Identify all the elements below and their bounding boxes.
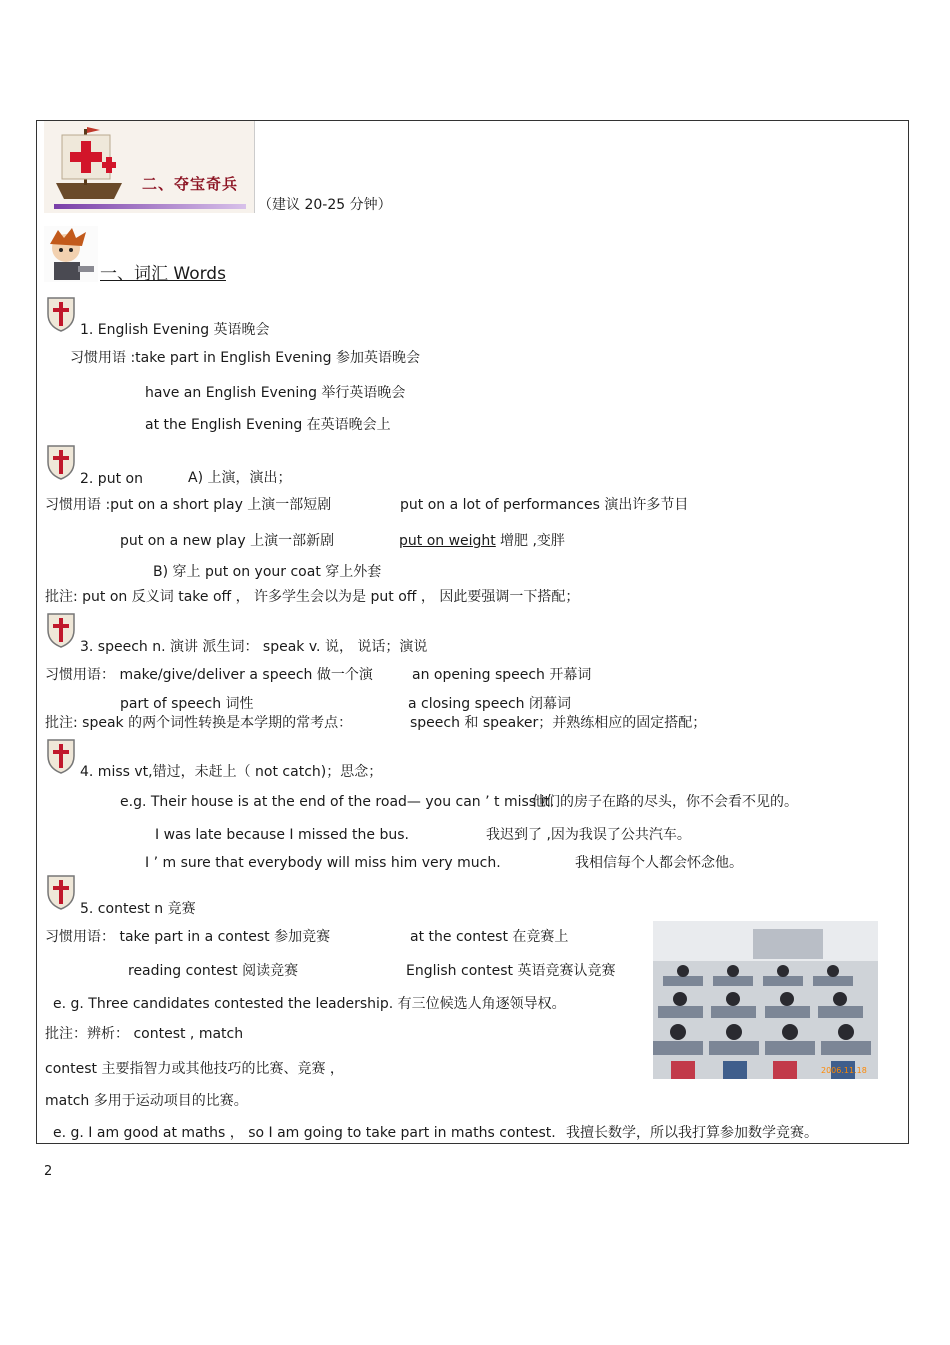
item5-line1-a: 习惯用语： take part in a contest 参加竞赛 [45,929,331,945]
item4-example1-en: e.g. Their house is at the end of the road— you can ’ t miss it. [120,794,555,810]
item2-note: 批注: put on 反义词 take off ， 许多学生会以为是 put off ， 因此要强调一下搭配； [45,589,580,605]
item5-head: 5. contest n 竞赛 [80,901,196,917]
item4-example3-zh: 我相信每个人都会怀念他。 [575,855,743,871]
shield-icon [46,874,76,910]
shield-icon [46,612,76,648]
item3-line1-a: 习惯用语： make/give/deliver a speech 做一个演 [45,667,373,683]
item4-example1-zh: 他们的房子在路的尽头，你不会看不见的。 [532,794,798,810]
time-suggestion: （建议 20-25 分钟） [258,197,392,213]
item5-note: 批注：辨析： contest , match [45,1026,244,1042]
shield-icon [46,444,76,480]
item2-line1-b: put on a lot of performances 演出许多节目 [400,497,689,513]
item5-line2-a: reading contest 阅读竞赛 [128,963,299,979]
item5-note-line1: contest 主要指智力或其他技巧的比赛、竞赛 ， [45,1061,344,1077]
item1-line2: have an English Evening 举行英语晚会 [145,385,406,401]
item1-line3: at the English Evening 在英语晚会上 [145,417,391,433]
item5-line2-b: English contest 英语竞赛认竞赛 [406,963,616,979]
banner-underline [54,204,246,209]
page-number: 2 [44,1164,53,1179]
item3-note-a: 批注: speak 的两个词性转换是本学期的常考点： [45,715,353,731]
item1-line1: 习惯用语 :take part in English Evening 参加英语晚会 [70,350,420,366]
item3-line1-b: an opening speech 开幕词 [412,667,592,683]
item2-line2-a: put on a new play 上演一部新剧 [120,533,335,549]
item4-example2-en: I was late because I missed the bus. [155,827,409,843]
item2-line1-a: 习惯用语 :put on a short play 上演一部短剧 [45,497,332,513]
item2-line3: B) 穿上 put on your coat 穿上外套 [153,564,382,580]
item2-head-a: 2. put on [80,471,143,487]
section-title: 一、词汇 Words [100,264,226,284]
item4-head: 4. miss vt,错过，未赶上（ not catch)；思念； [80,764,383,780]
cartoon-character-icon [44,226,98,282]
item1-head: 1. English Evening 英语晚会 [80,322,270,338]
item5-example2-en: e. g. I am good at maths ， so I am going to take part in maths contest. [53,1125,556,1141]
item5-note-line2: match 多用于运动项目的比赛。 [45,1093,248,1109]
item3-head: 3. speech n. 演讲 派生词： speak v. 说， 说话；演说 [80,639,428,655]
exam-classroom-photo [653,921,878,1079]
ship-icon [44,121,254,213]
item5-line1-b: at the contest 在竞赛上 [410,929,569,945]
treasure-hunt-banner [44,121,255,213]
item5-example2-zh: 我擅长数学，所以我打算参加数学竞赛。 [566,1125,818,1141]
item3-line2-b: a closing speech 闭幕词 [408,696,572,712]
shield-icon [46,296,76,332]
photo-date-stamp: 2006.11.18 [821,1066,867,1075]
item2-line2-b: 增肥 ,变胖 [500,533,565,549]
item4-example2-zh: 我迟到了 ,因为我误了公共汽车。 [486,827,691,843]
item5-example1: e. g. Three candidates contested the leadership. 有三位候选人角逐领导权。 [53,996,566,1012]
item3-line2-a: part of speech 词性 [120,696,254,712]
shield-icon [46,738,76,774]
item2-line2-underlined: put on weight [399,533,496,549]
item3-note-b: speech 和 speaker；并熟练相应的固定搭配； [410,715,707,731]
banner-title: 二、夺宝奇兵 [142,175,239,193]
item4-example3-en: I ’ m sure that everybody will miss him very much. [145,855,501,871]
item2-head-b: A) 上演，演出； [188,470,292,486]
